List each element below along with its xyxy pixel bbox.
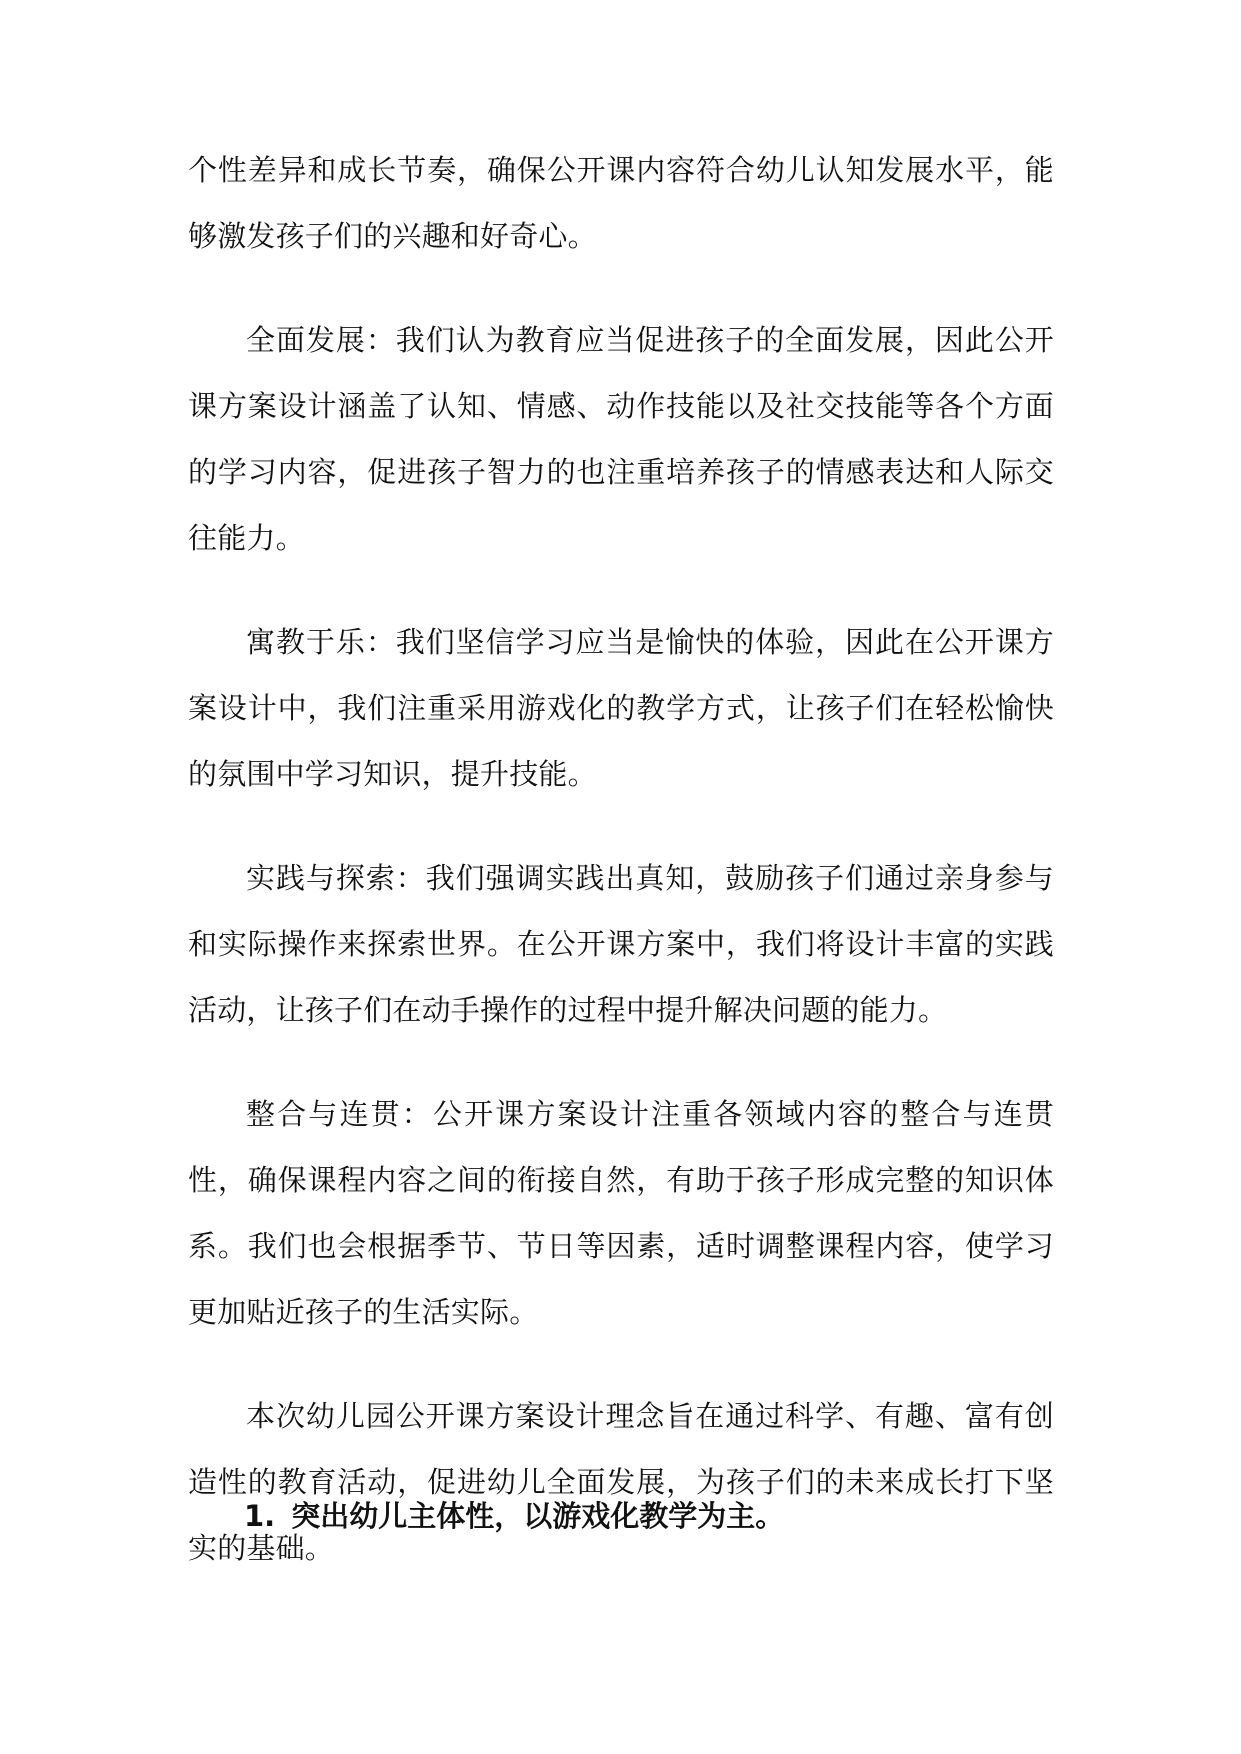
paragraph-integration-and-coherence: 整合与连贯：公开课方案设计注重各领域内容的整合与连贯性，确保课程内容之间的衔接自然，有助于孩子形成完整的知识体系。我们也会根据季节、节日等因素，适时调整课程内容，使学习更加贴近孩子的生活实际。 [188,1097,1054,1329]
paragraph-continuation: 个性差异和成长节奏，确保公开课内容符合幼儿认知发展水平，能够激发孩子们的兴趣和好奇心。 [188,153,1054,253]
paragraph-practice-and-exploration: 实践与探索：我们强调实践出真知，鼓励孩子们通过亲身参与和实际操作来探索世界。在公开课方案中，我们将设计丰富的实践活动，让孩子们在动手操作的过程中提升解决问题的能力。 [188,861,1054,1027]
paragraph-learning-through-play: 寓教于乐：我们坚信学习应当是愉快的体验，因此在公开课方案设计中，我们注重采用游戏化的教学方式，让孩子们在轻松愉快的氛围中学习知识，提升技能。 [188,625,1054,791]
paragraph-comprehensive-development: 全面发展：我们认为教育应当促进孩子的全面发展，因此公开课方案设计涵盖了认知、情感、动作技能以及社交技能等各个方面的学习内容，促进孩子智力的也注重培养孩子的情感表达和人际交往能力。 [188,323,1054,555]
document-body [188,137,1054,1581]
heading-text: 突出幼儿主体性，以游戏化教学为主。 [291,1499,785,1533]
heading-number: 1. [244,1499,276,1533]
paragraph-summary: 本次幼儿园公开课方案设计理念旨在通过科学、有趣、富有创造性的教育活动，促进幼儿全面发展，为孩子们的未来成长打下坚实的基础。 [188,1399,1054,1565]
section-heading [244,1496,784,1536]
